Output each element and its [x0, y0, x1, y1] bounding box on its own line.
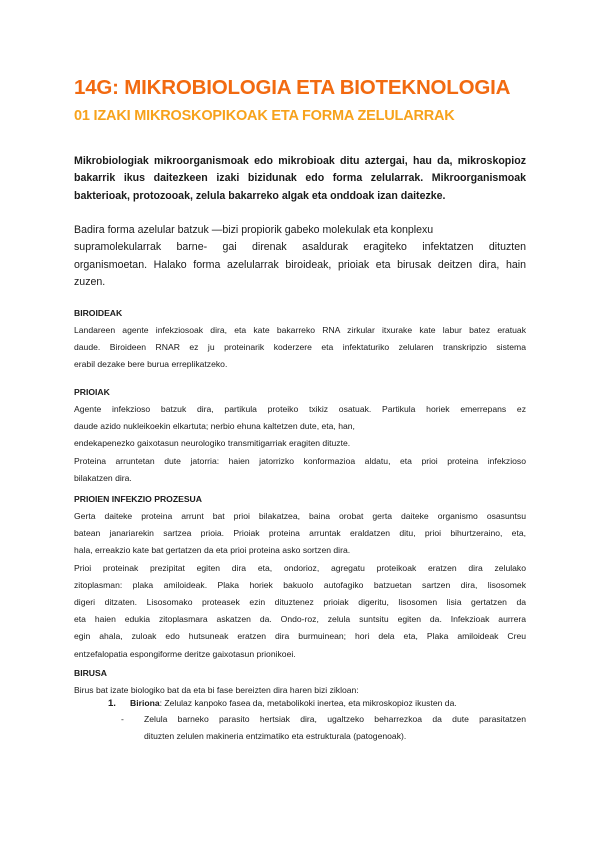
text-line: daude. Biroideen RNAR ez ju proteinarik koderzere eta infektaturiko zelularen transkripzio sistema [74, 342, 526, 353]
text-line: hala, erreakzio kate bat gertatzen da eta prioi proteina asko sortzen dira. [74, 545, 351, 556]
list-number: 1. [108, 698, 116, 709]
text-line: entzefalopatia espongiforme deritze gaixotasun prionikoei. [74, 648, 296, 659]
section-heading: PRIOIAK [74, 387, 110, 397]
text-line: Mikrobiologiak mikroorganismoak edo mikrobioak ditu aztergai, hau da, mikroskopioz [74, 155, 526, 167]
list-term: Biriona [130, 698, 160, 708]
text-line: Gerta daiteke proteina arrunt bat prioi bilakatzea, baina orobat gerta daiteke organismo osasuntsu [74, 511, 526, 521]
section-prioiak [74, 384, 526, 487]
section-heading: BIROIDEAK [74, 308, 123, 318]
document-title: 14G: MIKROBIOLOGIA ETA BIOTEKNOLOGIA [74, 76, 511, 99]
section-heading: BIRUSA [74, 668, 107, 678]
text-line: Proteina arruntetan dute jatorria: haien jatorrizko konformazioa aldatu, eta prioi proteina infekzioso [74, 455, 526, 466]
text-line: Prioi proteinak prezipitat egiten dira eta, ondorioz, agregatu proteikoak eratzen dira zelulako [74, 562, 526, 573]
section-birusa [74, 665, 526, 699]
text-line: bakterioak, protozooak, zelula bakarreko algak eta onddoak izan daitezke. [74, 189, 446, 202]
text-line: digeri ditzaten. Lisosomako proteasek ezin dituztenez prioiak digeritu, lisosomen lisia gertatzen da [74, 597, 526, 608]
document-subtitle: 01 IZAKI MIKROSKOPIKOAK ETA FORMA ZELULARRAK [74, 108, 455, 124]
section-heading: PRIOIEN INFEKZIO PROZESUA [74, 494, 202, 504]
text-line: Agente infekzioso batzuk dira, partikula proteiko txikiz osatuak. Partikula horiek emerrepans ez [74, 404, 526, 414]
numbered-list-item [108, 698, 528, 709]
section-biroideak [74, 305, 526, 374]
text-line: zuzen. [74, 275, 106, 288]
text-line: bilakatzen dira. [74, 472, 132, 483]
section-prioien-infekzio-prozesua [74, 491, 526, 663]
text-line: Zelula barneko parasito hertsiak dira, ugaltzeko beharrezkoa da dute parasitatzen [144, 714, 526, 724]
text-line: supramolekularrak barne- gai direnak asaldurak eragiteko infektatzen dituzten [74, 241, 526, 254]
intro-paragraph [74, 153, 526, 205]
text-line: zitoplasman: plaka amiloideak. Plaka horiek bakuolo autofagiko batzuetan sartzen dira, lisosomek [74, 579, 526, 590]
dash-bullet-icon: - [121, 714, 124, 724]
bullet-list-item [121, 711, 526, 745]
text-line: egin ahala, zuloak edo hutsuneak eratzen dira burmuinean; hori dela eta, Plaka amiloideak Creu [74, 631, 526, 642]
text-line: bakarrik ikus daitezkeen izaki bizidunak edo forma zelularrak. Mikroorganismoak [74, 172, 526, 185]
text-line: daude azido nukleikoekin elkartuta; nerbio ehuna kaltetzen dute, eta, han, [74, 421, 355, 432]
text-line: eta haien edukia zitoplasmara askatzen da. Ondo-roz, zelula suntsitu egiten da. Infekzioak aurrera [74, 614, 526, 625]
text-line: Landareen agente infekziosoak dira, eta kate bakarreko RNA zirkular itxurake kate labur batez eratuak [74, 325, 526, 335]
acellular-paragraph [74, 222, 526, 291]
text-line: endekapenezko gaixotasun neurologiko transmitigarriak eragiten dituzte. [74, 438, 351, 449]
text-line: batean janariarekin sartzea prioia. Prioiak proteina arruntak eraldatzen ditu, prioi bihurtzeraino, eta, [74, 528, 526, 539]
text-line: Badira forma azelular batzuk —bizi propiorik gabeko molekulak eta konplexu [74, 224, 434, 236]
list-text: : Zelulaz kanpoko fasea da, metabolikoki inertea, eta mikroskopioz ikusten da. [159, 698, 457, 708]
text-line: dituzten zelulen makineria entzimatiko eta estrukturala (patogenoak). [144, 731, 407, 742]
text-line: Birus bat izate biologiko bat da eta bi fase bereizten dira haren bizi zikloan: [74, 685, 359, 695]
text-line: organismoetan. Halako forma azelularrak biroideak, prioiak eta birusak deitzen dira, hain [74, 258, 526, 271]
text-line: erabil dezake bere burua erreplikatzeko. [74, 359, 228, 370]
